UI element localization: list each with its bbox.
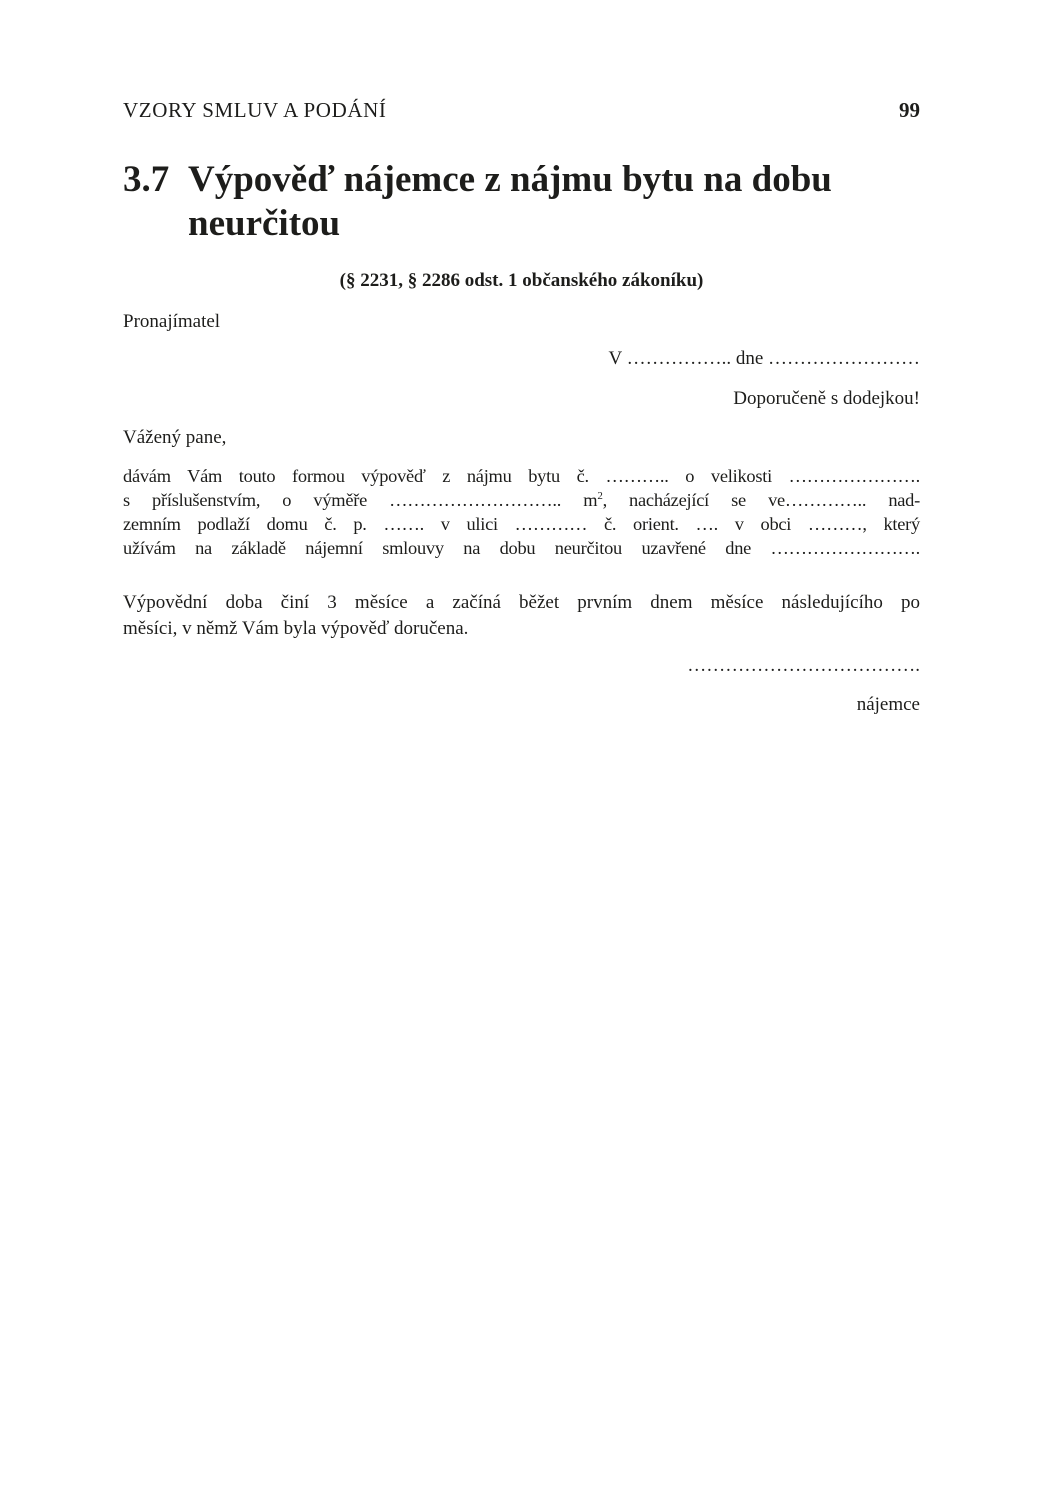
notice-line-1: Výpovědní doba činí 3 měsíce a začíná běžet prvním dnem měsíce následujícího po [123,592,920,613]
body-line-2-start: s příslušenstvím, o výměře ……………………….. m [123,490,598,510]
salutation: Vážený pane, [123,427,227,448]
section-number: 3.7 [123,159,170,200]
signature-label: nájemce [856,694,920,715]
body-line-2 [123,488,920,512]
notice-line-2: měsíci, v němž Vám byla výpověď doručena. [123,618,469,639]
notice-body-paragraph [123,464,920,560]
body-line-4: užívám na základě nájemní smlouvy na dobu neurčitou uzavřené dne ……………………. [123,538,920,558]
law-reference: (§ 2231, § 2286 odst. 1 občanského zákoníku) [339,270,704,291]
section-title-line-2: neurčitou [188,203,341,244]
place-date-line: V …………….. dne …………………… [608,348,920,369]
running-title: VZORY SMLUV A PODÁNÍ [123,98,387,122]
addressee-label: Pronajímatel [123,311,221,332]
delivery-note: Doporučeně s dodejkou! [733,388,920,409]
running-header [123,98,920,126]
body-line-1: dávám Vám touto formou výpověď z nájmu bytu č. ……….. o velikosti …………………. [123,466,920,486]
section-title [188,158,888,246]
page-number: 99 [899,98,920,122]
square-meter-superscript: 2 [597,489,603,502]
section-title-line-1: Výpověď nájemce z nájmu bytu na dobu [188,159,832,200]
signature-line: ………………………………. [687,655,920,676]
notice-period-paragraph [123,590,920,642]
body-line-2-end: , nacházející se ve………….. nad- [602,490,920,510]
body-line-3: zemním podlaží domu č. p. ……. v ulici ………… č. orient. …. v obci ………, který [123,514,920,534]
